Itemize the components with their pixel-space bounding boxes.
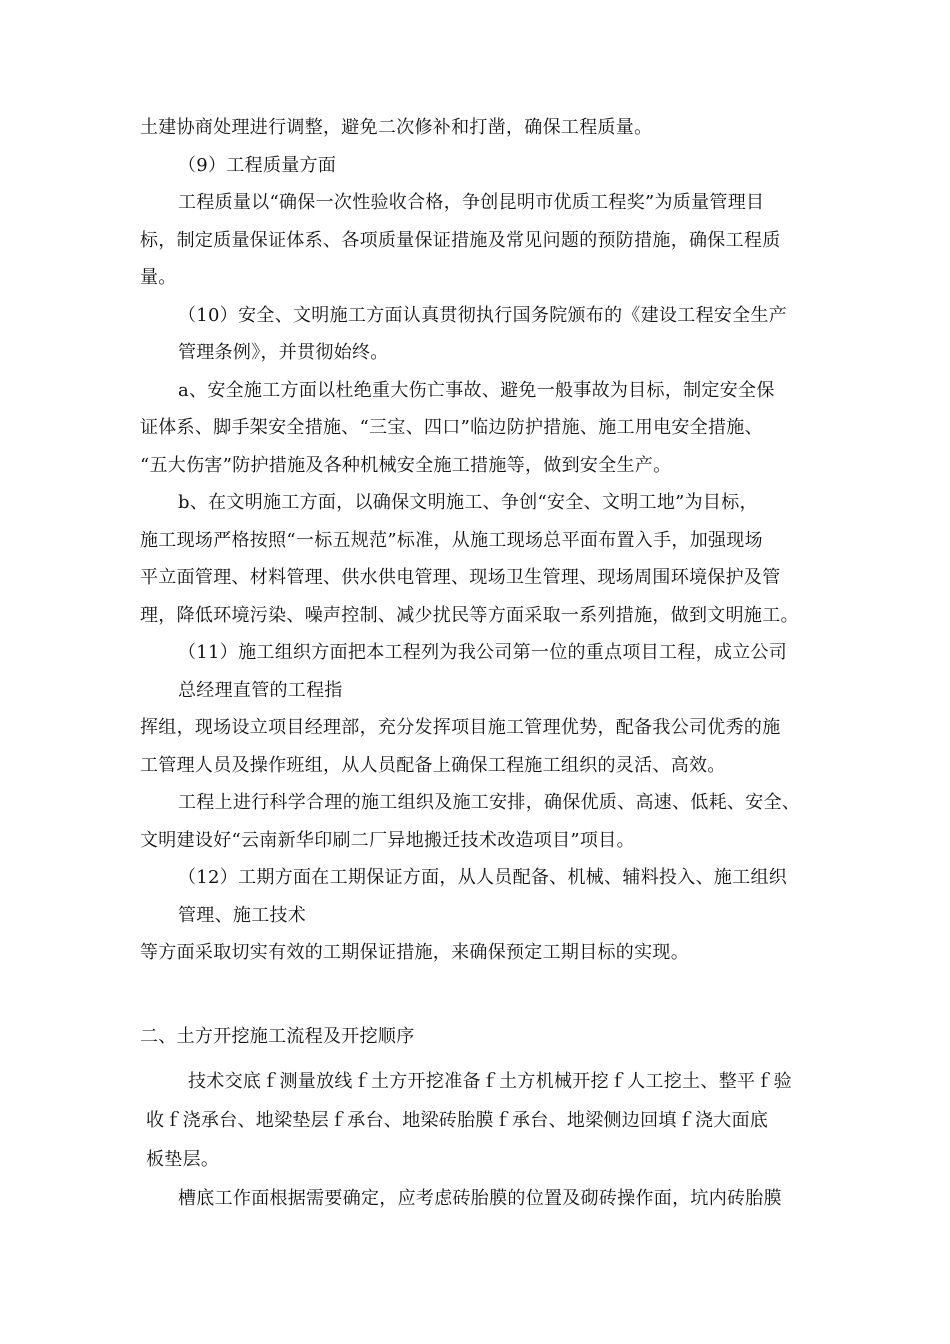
text-line-14: 理，降低环境污染、噪声控制、减少扰民等方面采取一系列措施，做到文明施工。 — [140, 605, 799, 626]
text-line-20: 文明建设好“云南新华印刷二厂异地搬迁技术改造项目”项目。 — [140, 830, 635, 851]
text-line-18: 工管理人员及操作班组，从人员配备上确保工程施工组织的灵活、高效。 — [140, 755, 726, 776]
text-line-8: a、安全施工方面以杜绝重大伤亡事故、避免一般事故为目标，制定安全保 — [178, 380, 775, 401]
text-line-25: 技术交底ｆ测量放线ｆ土方开挖准备ｆ土方机械开挖ｆ人工挖土、整平ｆ验 — [188, 1071, 792, 1092]
text-line-3: 工程质量以“确保一次性验收合格，争创昆明市优质工程奖”为质量管理目 — [178, 192, 765, 213]
text-line-5: 量。 — [140, 267, 177, 288]
text-line-23: 等方面采取切实有效的工期保证措施，来确保预定工期目标的实现。 — [140, 942, 689, 963]
text-line-10: “五大伤害”防护措施及各种机械安全施工措施等，做到安全生产。 — [140, 455, 672, 476]
text-line-13: 平立面管理、材料管理、供水供电管理、现场卫生管理、现场周围环境保护及管 — [140, 567, 781, 588]
text-line-17: 挥组，现场设立项目经理部，充分发挥项目施工管理优势，配备我公司优秀的施 — [140, 717, 781, 738]
item-10-heading: （10）安全、文明施工方面认真贯彻执行国务院颁布的《建设工程安全生产 — [178, 305, 788, 326]
text-line-12: 施工现场严格按照“一标五规范”标准，从施工现场总平面布置入手，加强现场 — [140, 530, 763, 551]
text-line-11: b、在文明施工方面，以确保文明施工、争创“安全、文明工地”为目标， — [178, 492, 758, 513]
text-line-9: 证体系、脚手架安全措施、“三宝、四口”临边防护措施、施工用电安全措施、 — [140, 417, 763, 438]
text-line-19: 工程上进行科学合理的施工组织及施工安排，确保优质、高速、低耗、安全、 — [178, 792, 801, 813]
text-line-7: 管理条例》，并贯彻始终。 — [178, 342, 389, 363]
item-11-heading: （11）施工组织方面把本工程列为我公司第一位的重点项目工程，成立公司 — [178, 642, 788, 663]
text-line-28: 槽底工作面根据需要确定，应考虑砖胎膜的位置及砌砖操作面，坑内砖胎膜 — [178, 1188, 782, 1209]
item-9-heading: （9）工程质量方面 — [178, 155, 337, 176]
text-line-22: 管理、施工技术 — [178, 905, 307, 926]
text-line-1: 土建协商处理进行调整，避免二次修补和打凿，确保工程质量。 — [140, 117, 653, 138]
section-2-heading: 二、土方开挖施工流程及开挖顺序 — [140, 1026, 415, 1047]
text-line-4: 标，制定质量保证体系、各项质量保证措施及常见问题的预防措施，确保工程质 — [140, 230, 781, 251]
item-12-heading: （12）工期方面在工期保证方面，从人员配备、机械、辅料投入、施工组织 — [178, 867, 788, 888]
text-line-26: 收ｆ浇承台、地梁垫层ｆ承台、地梁砖胎膜ｆ承台、地梁侧边回填ｆ浇大面底 — [146, 1110, 769, 1131]
text-line-16: 总经理直管的工程指 — [178, 680, 343, 701]
text-line-27: 板垫层。 — [146, 1149, 220, 1170]
